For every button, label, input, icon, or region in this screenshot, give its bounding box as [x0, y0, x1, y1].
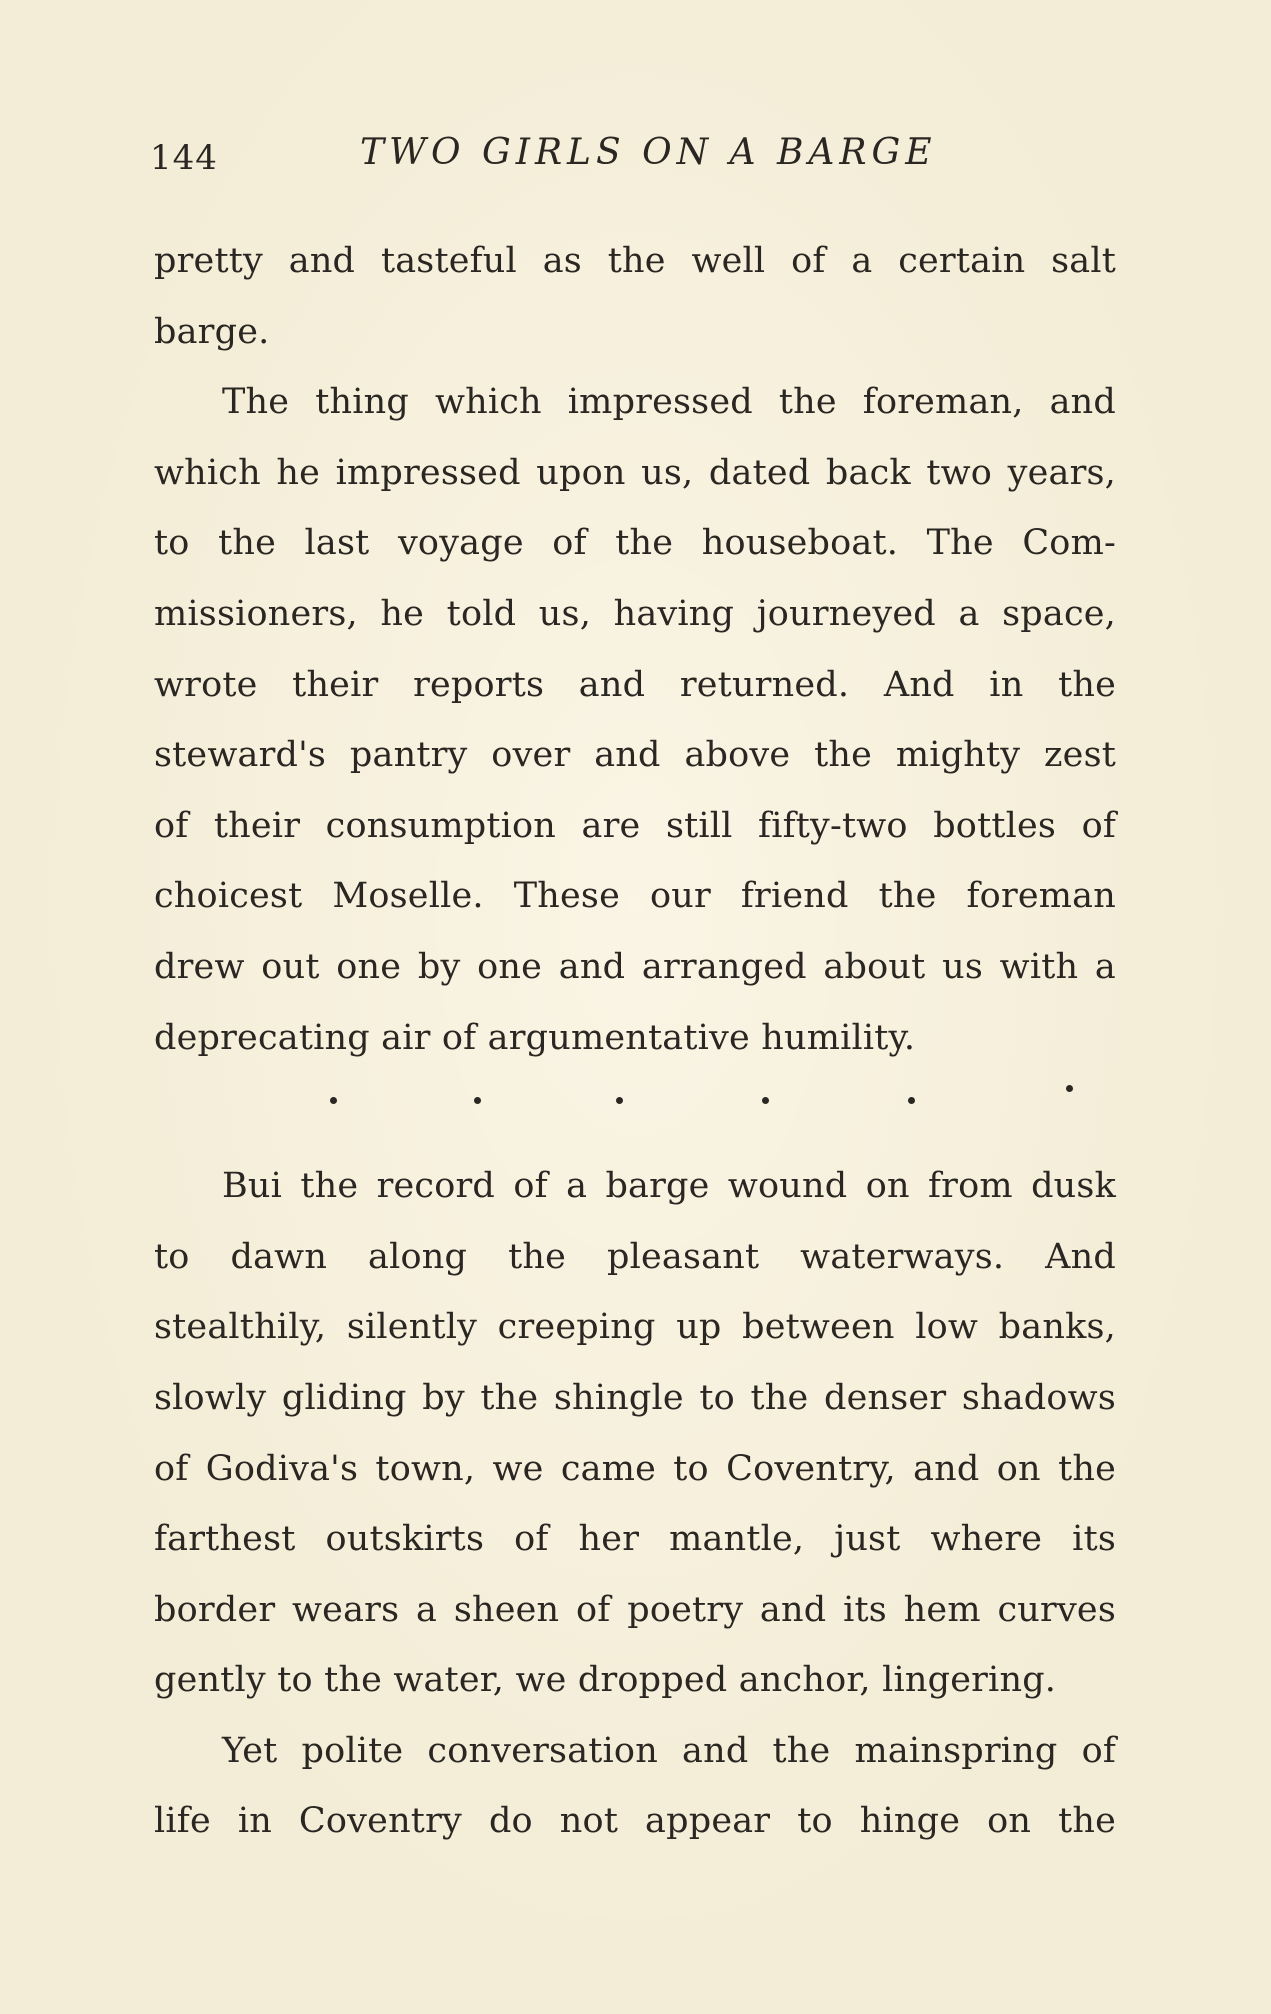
- paragraph: [154, 367, 1116, 1073]
- dot: [616, 1097, 623, 1104]
- paragraph: [154, 1151, 1116, 1716]
- text-line: gently to the water, we dropped anchor, lingering.: [154, 1660, 1057, 1701]
- text-line: The thing which impressed the foreman, and: [222, 382, 1116, 423]
- text-line: slowly gliding by the shingle to the denser shadows: [154, 1377, 1116, 1418]
- text-line: of Godiva's town, we came to Coventry, and on the: [154, 1448, 1116, 1489]
- text-line: pretty and tasteful as the well of a certain salt: [154, 241, 1116, 281]
- text-line: border wears a sheen of poetry and its hem curves: [154, 1589, 1116, 1630]
- text-line: which he impressed upon us, dated back two years,: [154, 452, 1116, 493]
- text-line: choicest Moselle. These our friend the foreman: [154, 876, 1116, 917]
- text-line: to dawn along the pleasant waterways. And: [154, 1236, 1116, 1277]
- text-line: wrote their reports and returned. And in the: [154, 664, 1116, 705]
- dot: [762, 1097, 769, 1104]
- page-number: 144: [150, 138, 218, 178]
- paragraph: [154, 226, 1116, 367]
- dot: [330, 1097, 337, 1104]
- text-line: of their consumption are still fifty-two bottles of: [154, 805, 1116, 846]
- text-line: Yet polite conversation and the mainspring of: [222, 1730, 1116, 1771]
- paragraph: [154, 1716, 1116, 1857]
- text-line: farthest outskirts of her mantle, just where its: [154, 1519, 1116, 1560]
- text-line: barge.: [154, 311, 270, 352]
- text-line: drew out one by one and arranged about us with a: [154, 946, 1116, 987]
- dot: [1066, 1085, 1073, 1092]
- running-title: TWO GIRLS ON A BARGE: [360, 132, 937, 173]
- body-text: [154, 226, 1116, 1857]
- text-line: deprecating air of argumentative humility.: [154, 1017, 916, 1058]
- text-line: missioners, he told us, having journeyed a space,: [154, 593, 1116, 634]
- text-line: to the last voyage of the houseboat. The Com-: [154, 523, 1116, 564]
- dot: [908, 1097, 915, 1104]
- dot: [474, 1097, 481, 1104]
- page-header: [150, 132, 1120, 182]
- text-line: stealthily, silently creeping up between low banks,: [154, 1307, 1116, 1348]
- text-line: Bui the record of a barge wound on from dusk: [222, 1166, 1116, 1207]
- section-break-dots: [154, 1073, 1116, 1151]
- text-line: life in Coventry do not appear to hinge on the: [154, 1801, 1116, 1842]
- text-line: steward's pantry over and above the mighty zest: [154, 735, 1116, 776]
